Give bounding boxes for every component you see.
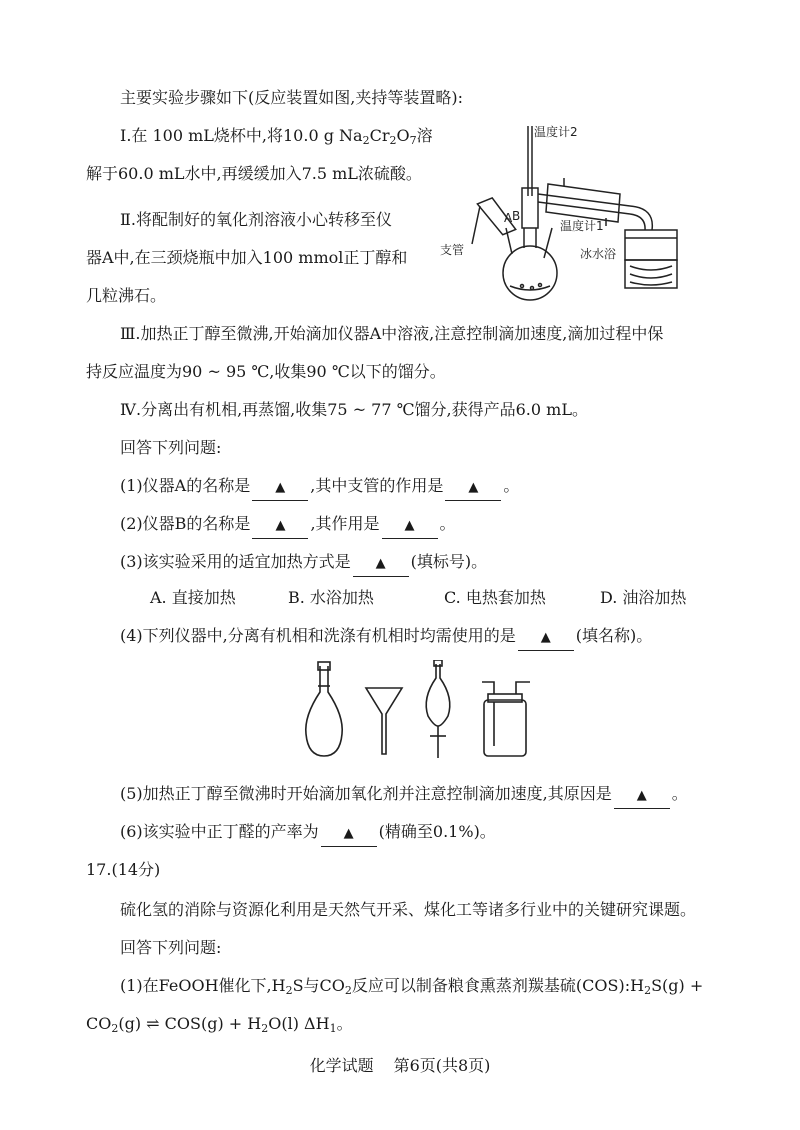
step3-line2: 持反应温度为90 ~ 95 ℃,收集90 ℃以下的馏分。	[86, 362, 446, 381]
page-footer	[0, 1054, 800, 1078]
step2-line2: 器A中,在三颈烧瓶中加入100 mmol正丁醇和	[86, 248, 408, 267]
step4-text: Ⅳ.分离出有机相,再蒸馏,收集75 ~ 77 ℃馏分,获得产品6.0 mL。	[120, 400, 588, 419]
step3-line1: Ⅲ.加热正丁醇至微沸,开始滴加仪器A中溶液,注意控制滴加速度,滴加过程中保	[120, 324, 664, 343]
question-17-prompt: 回答下列问题:	[120, 938, 222, 957]
answer-blank[interactable]: ▲	[518, 624, 574, 651]
question-2: (2)仪器B的名称是 ▲ ,其作用是 ▲ 。	[120, 512, 456, 539]
intro-text: 主要实验步骤如下(反应装置如图,夹持等装置略):	[120, 88, 463, 107]
answer-blank[interactable]: ▲	[614, 782, 670, 809]
q3-option-b: B. 水浴加热	[288, 588, 374, 607]
footer-page-number: 第6页(共8页)	[393, 1056, 491, 1075]
step2-line3: 几粒沸石。	[86, 286, 167, 305]
q3-option-a: A. 直接加热	[150, 588, 236, 607]
step1-line2: 解于60.0 mL水中,再缓缓加入7.5 mL浓硫酸。	[86, 164, 422, 183]
question-3: (3)该实验采用的适宜加热方式是 ▲ (填标号)。	[120, 550, 487, 577]
question-1: (1)仪器A的名称是 ▲ ,其中支管的作用是 ▲ 。	[120, 474, 519, 501]
label-thermometer-2: 温度计2	[534, 125, 578, 139]
answer-blank[interactable]: ▲	[445, 474, 501, 501]
answer-blank[interactable]: ▲	[252, 474, 308, 501]
question-6: (6)该实验中正丁醛的产率为 ▲ (精确至0.1%)。	[120, 820, 496, 847]
footer-subject: 化学试题	[309, 1056, 374, 1075]
q3-option-d: D. 油浴加热	[600, 588, 687, 607]
question-4: (4)下列仪器中,分离有机相和洗涤有机相时均需使用的是 ▲ (填名称)。	[120, 624, 652, 651]
answer-blank[interactable]: ▲	[382, 512, 438, 539]
step2-line1: Ⅱ.将配制好的氧化剂溶液小心转移至仪	[120, 210, 392, 229]
answer-blank[interactable]: ▲	[252, 512, 308, 539]
q3-option-c: C. 电热套加热	[444, 588, 546, 607]
label-thermometer-1: 温度计1	[560, 219, 604, 233]
question-17-intro: 硫化氢的消除与资源化利用是天然气开采、煤化工等诸多行业中的关键研究课题。	[120, 900, 697, 919]
equilibrium-arrow: ⇌	[146, 1014, 160, 1033]
step1-line1: Ⅰ.在 100 mL烧杯中,将10.0 g $Na_2Cr_2O_7$溶	[120, 126, 433, 147]
question-5: (5)加热正丁醇至微沸时开始滴加氧化剂并注意控制滴加速度,其原因是 ▲ 。	[120, 782, 688, 809]
questions-prompt: 回答下列问题:	[120, 438, 222, 457]
glassware-options-figure	[296, 660, 536, 760]
question-17-1-line1: (1)在FeOOH催化下$,H_2S$与$CO_2$反应可以制备粮食熏蒸剂羰基硫$(COS):H_2S(g)$ +	[120, 976, 704, 997]
label-B: B	[512, 209, 521, 223]
answer-blank[interactable]: ▲	[353, 550, 409, 577]
label-side-tube: 支管	[440, 243, 465, 257]
answer-blank[interactable]: ▲	[321, 820, 377, 847]
reaction-apparatus-figure	[440, 118, 710, 310]
label-ice-bath: 冰水浴	[580, 247, 617, 261]
question-17-1-line2: $CO_2(g)$ ⇌ $COS(g) + H_2O(l)$ $\Delta H_1$。	[86, 1014, 353, 1035]
question-17-header: 17.(14分)	[86, 860, 161, 879]
label-A: A	[504, 211, 513, 225]
